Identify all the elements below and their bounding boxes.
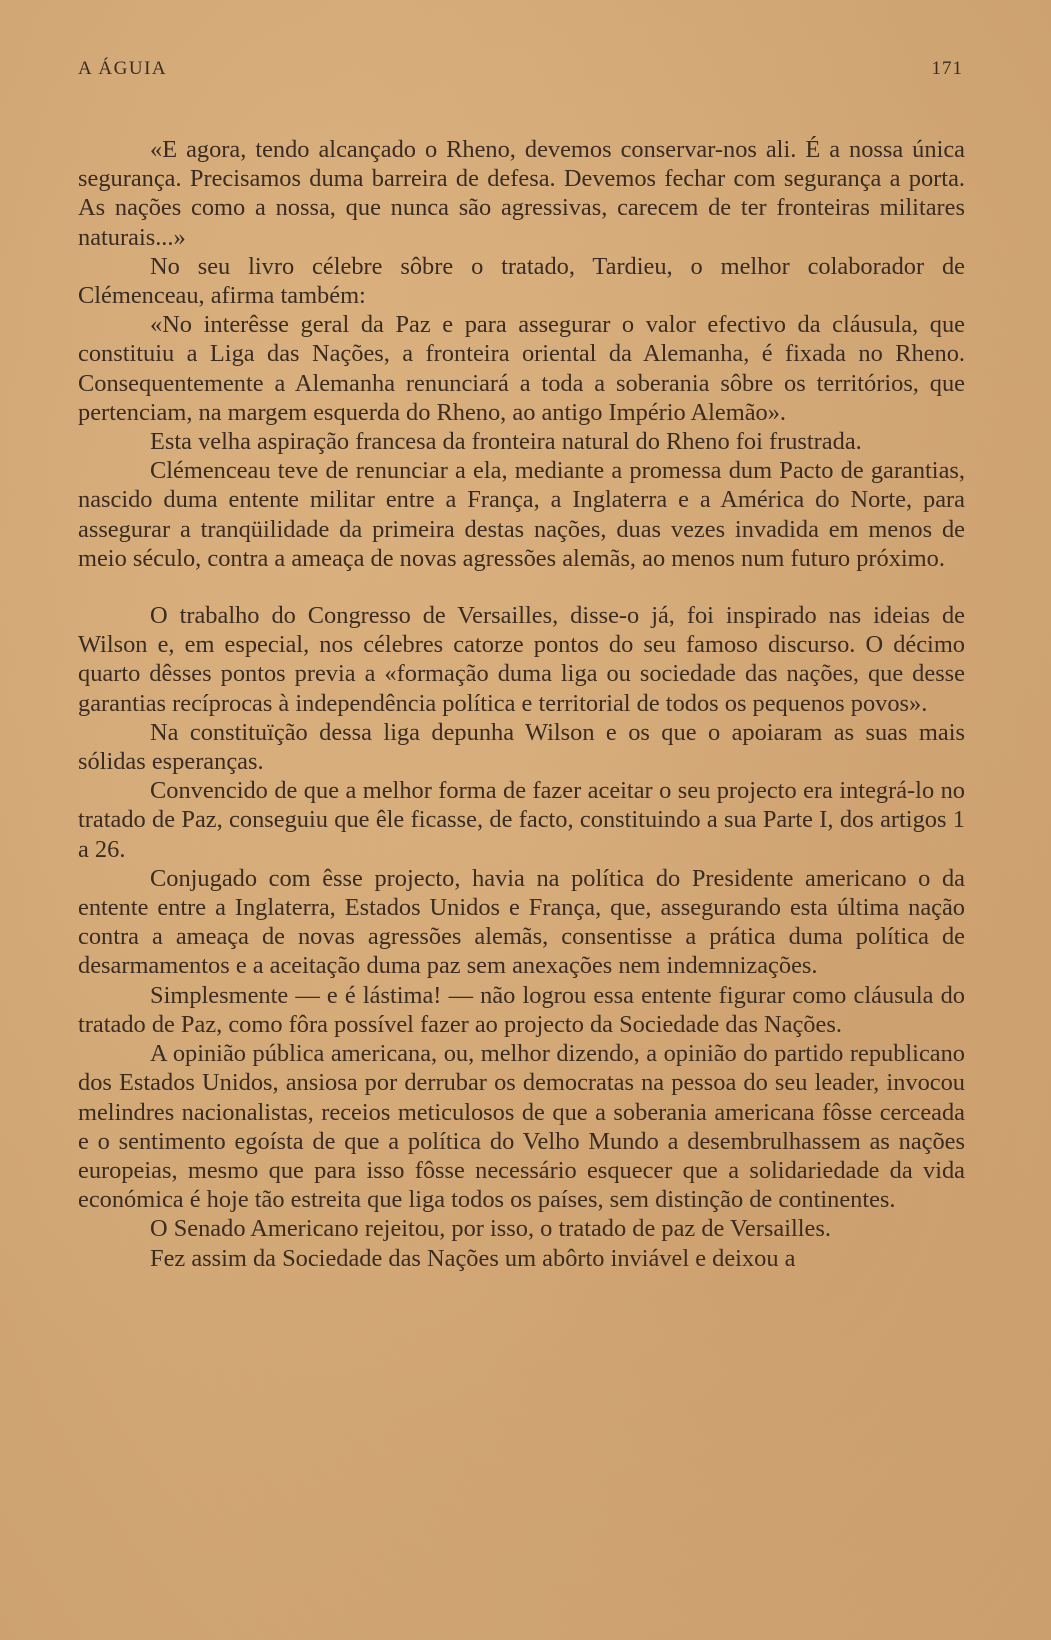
body-text [78, 135, 965, 1273]
paragraph-simplesmente: Simplesmente — e é lástima! — não logrou essa entente figurar como cláusula do tratado de Paz, como fôra possível fazer ao projecto da Sociedade das Nações. [78, 981, 965, 1038]
paragraph-quote-rheno: «E agora, tendo alcançado o Rheno, devemos conservar-nos ali. É a nossa única segurança. Precisamos duma barreira de defesa. Devemos fechar com segurança a porta. As nações como a nossa, que nunca são agressivas, carecem de ter fronteiras militares naturais...» [78, 136, 965, 251]
page-header [78, 58, 963, 86]
paragraph-conjugado: Conjugado com êsse projecto, havia na política do Presidente americano o da entente entre a Inglaterra, Estados Unidos e França, que, assegurando esta última nação contra a ameaça de novas agressões alemãs, consentisse a prática duma política de desarmamentos e a aceitação duma paz sem anexações nem indemnizações. [78, 864, 965, 980]
paragraph-tardieu: No seu livro célebre sôbre o tratado, Tardieu, o melhor colaborador de Clémenceau, afirma também: [78, 252, 965, 310]
paragraph-aspiracao: Esta velha aspiração francesa da fronteira natural do Rheno foi frustrada. [150, 428, 862, 456]
paragraph-fez-assim: Fez assim da Sociedade das Nações um abôrto inviável e deixou a [150, 1244, 796, 1272]
page-number: 171 [931, 58, 963, 79]
paragraph-congresso: O trabalho do Congresso de Versailles, disse-o já, foi inspirado nas ideias de Wilson e, em especial, nos célebres catorze pontos do seu famoso discurso. O décimo quarto dêsses pontos previa a «formação duma liga ou sociedade das nações, que desse garantias recíprocas à independência política e territorial de todos os pequenos povos». [78, 602, 965, 717]
paragraph-opiniao: A opinião pública americana, ou, melhor dizendo, a opinião do partido republicano dos Estados Unidos, ansiosa por derrubar os democratas na pessoa do seu leader, invocou melindres nacionalistas, receios meticulosos de que a soberania americana fôsse cerceada e o sentimento egoísta de que a política do Velho Mundo a desembrulhassem as nações europeias, mesmo que para isso fôsse necessário esquecer que a solidariedade da vida económica é hoje tão estreita que liga todos os países, sem distinção de continentes. [78, 1040, 965, 1214]
paragraph-clemenceau: Clémenceau teve de renunciar a ela, mediante a promessa dum Pacto de garantias, nascido duma entente militar entre a França, a Inglaterra e a América do Norte, para assegurar a tranqüilidade da primeira destas nações, duas vezes invadida em menos de meio século, contra a ameaça de novas agressões alemãs, ao menos num futuro próximo. [78, 457, 965, 572]
paragraph-constituicao: Na constituïção dessa liga depunha Wilson e os que o apoiaram as suas mais sólidas esperanças. [78, 718, 965, 776]
paragraph-senado: O Senado Americano rejeitou, por isso, o tratado de paz de Versailles. [150, 1215, 831, 1243]
running-title: A ÁGUIA [78, 58, 168, 79]
paragraph-convencido: Convencido de que a melhor forma de fazer aceitar o seu projecto era integrá-lo no tratado de Paz, conseguiu que êle ficasse, de facto, constituindo a sua Parte I, dos artigos 1 a 26. [78, 777, 965, 863]
paragraph-quote-paz: «No interêsse geral da Paz e para assegurar o valor efectivo da cláusula, que constituiu a Liga das Nações, a fronteira oriental da Alemanha, é fixada no Rheno. Consequentemente a Alemanha renunciará a toda a soberania sôbre os territórios, que pertenciam, na margem esquerda do Rheno, ao antigo Império Alemão». [78, 311, 965, 426]
